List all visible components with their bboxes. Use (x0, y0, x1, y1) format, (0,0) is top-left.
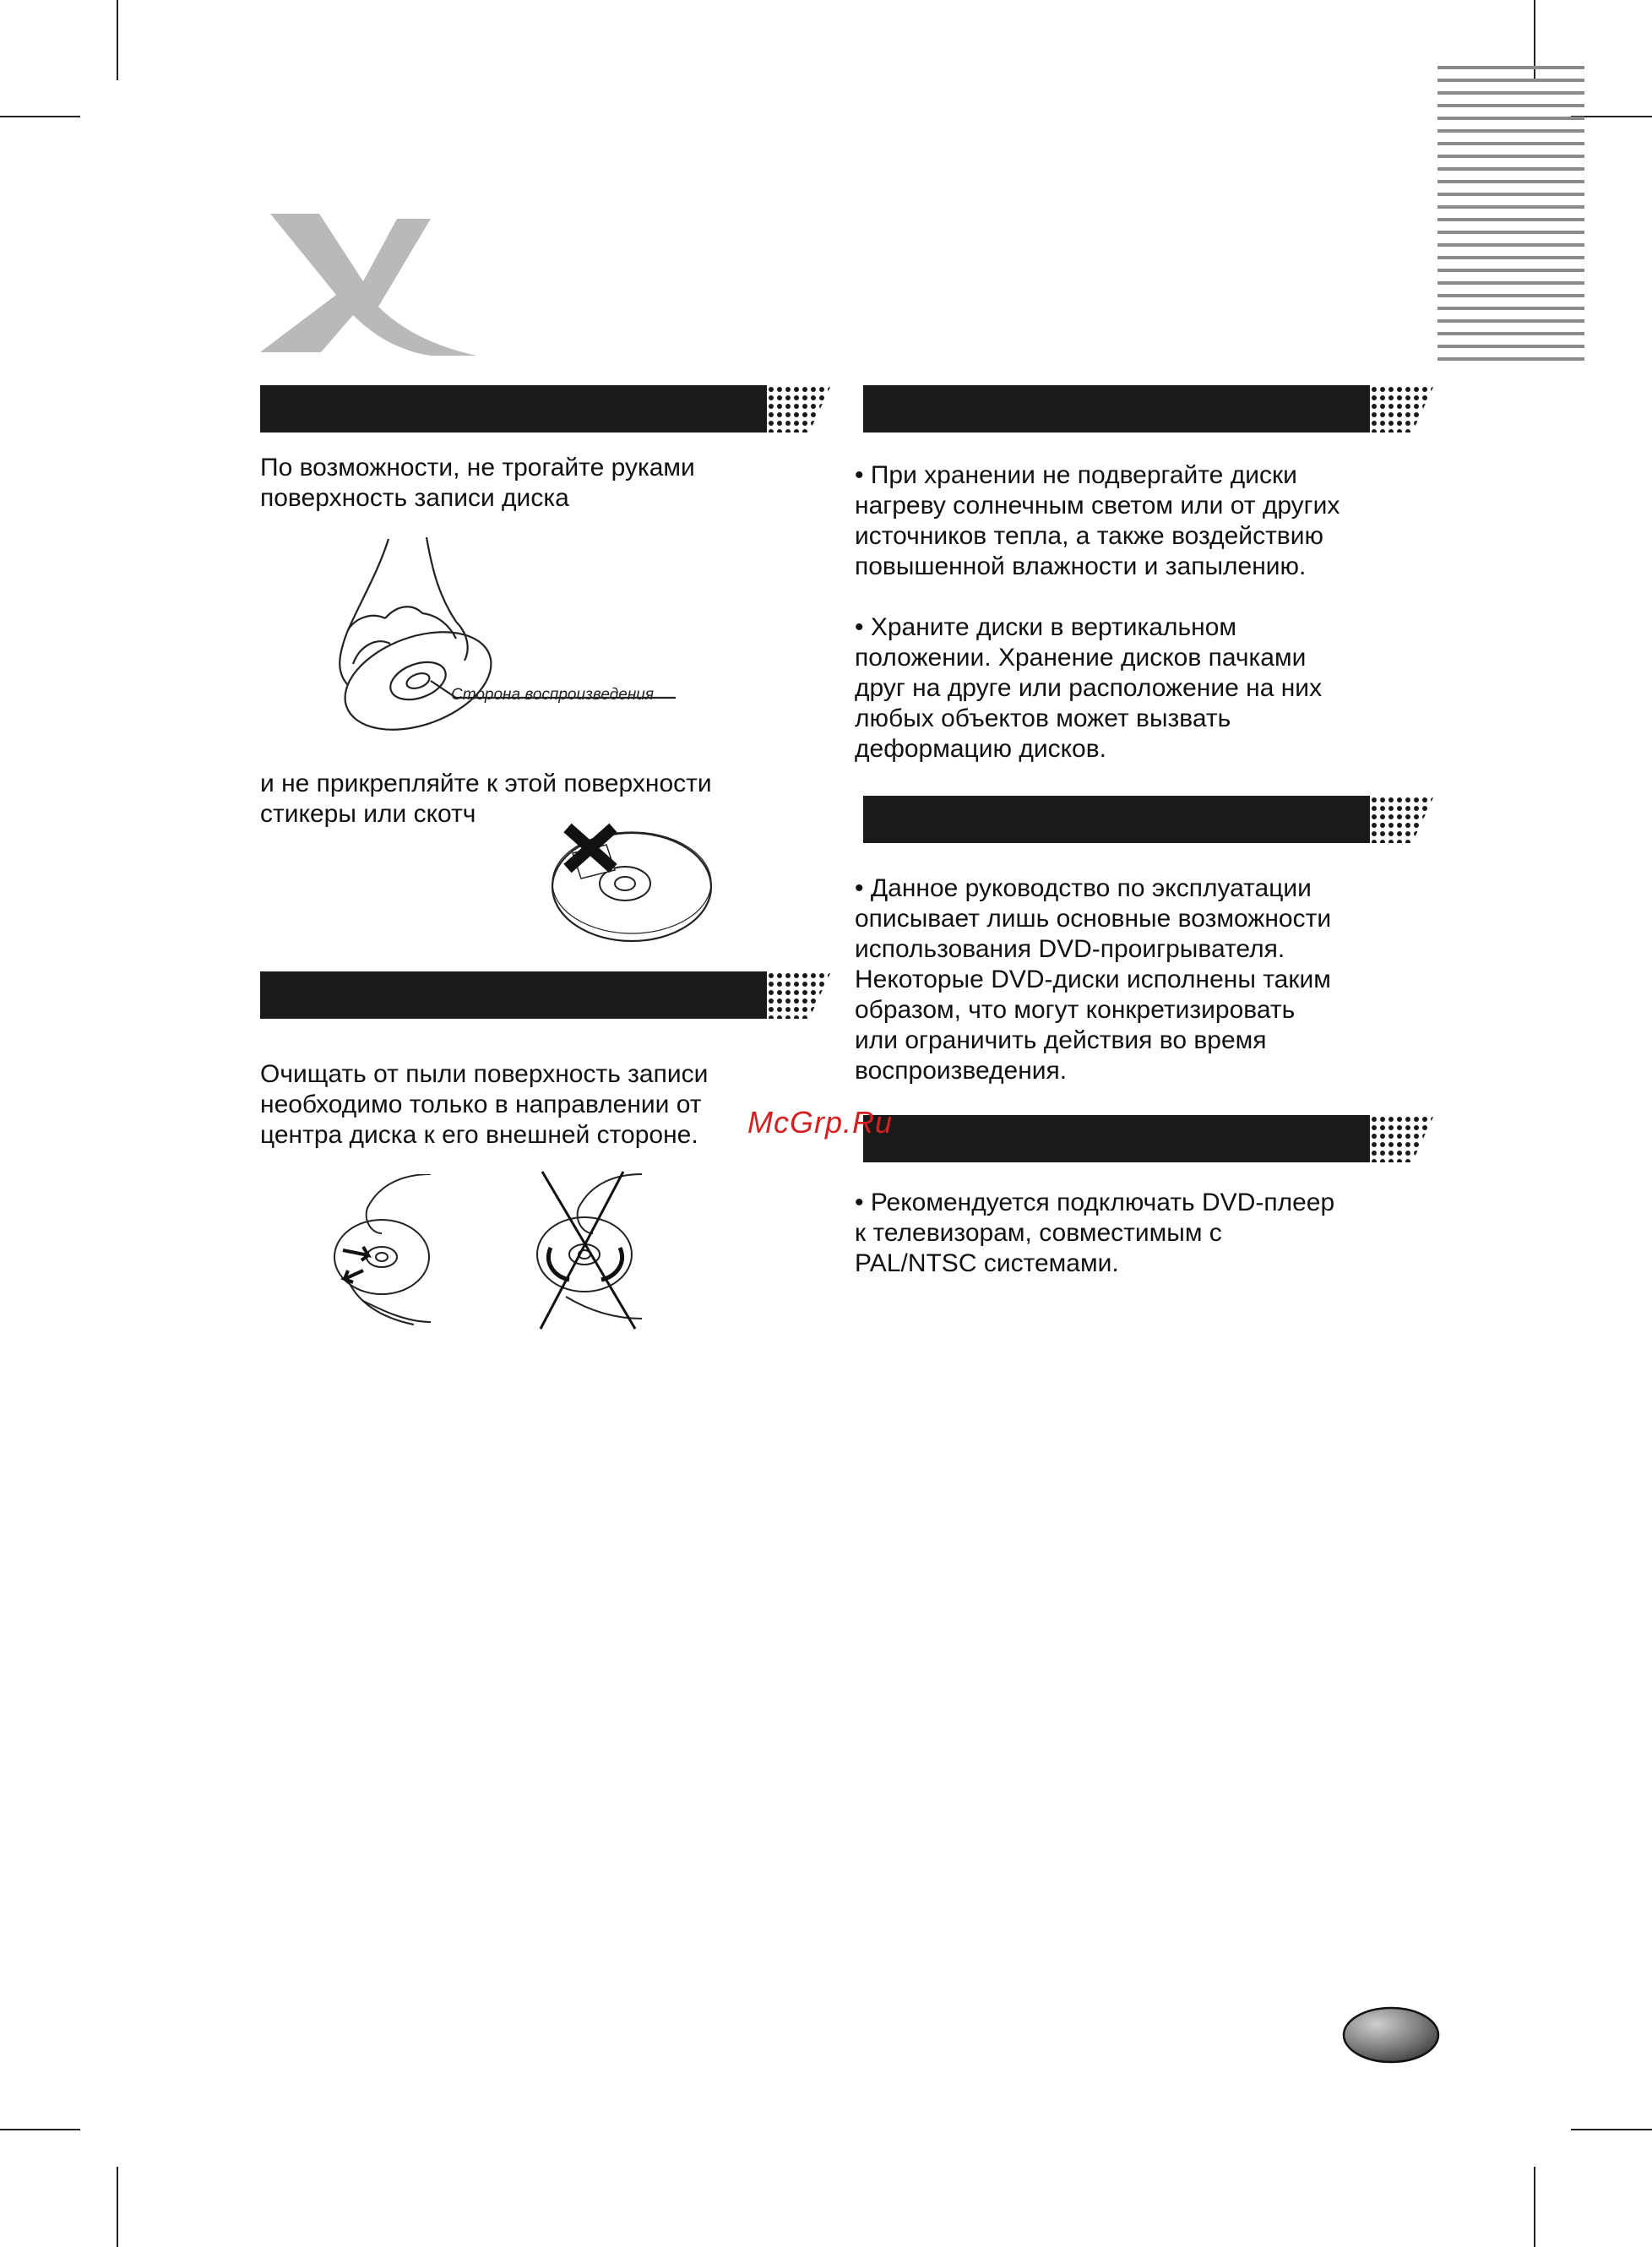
handling-text-2 (260, 769, 801, 830)
crop-mark (0, 116, 80, 117)
manual-line: воспроизведения. (855, 1057, 1068, 1085)
manual-line: использования DVD-проигрывателя. (855, 935, 1285, 963)
tv-line: к телевизорам, совместимым с (855, 1219, 1222, 1247)
section-header-bar (863, 1115, 1434, 1162)
cleaning-line: необходимо только в направлении от (260, 1091, 702, 1118)
crop-mark (1571, 2129, 1652, 2130)
storage-text (855, 460, 1429, 764)
cleaning-line: центра диска к его внешней стороне. (260, 1121, 698, 1149)
manual-text (855, 873, 1429, 1086)
disc-icon (552, 833, 711, 941)
crop-mark (117, 0, 118, 80)
storage-line: положении. Хранение дисков пачками (855, 644, 1307, 672)
crop-mark (0, 2129, 80, 2130)
wrong-cleaning-illustration (532, 1170, 659, 1330)
storage-line: деформацию дисков. (855, 735, 1107, 763)
section-header-bar (863, 385, 1434, 433)
manual-line: • Данное руководство по эксплуатации (855, 874, 1312, 902)
playback-side-caption: Сторона воспроизведения (451, 686, 654, 704)
x-logo-icon (253, 207, 481, 359)
section-header-bar (260, 385, 831, 433)
storage-line: повышенной влажности и запылению. (855, 552, 1307, 580)
handling-line: По возможности, не трогайте руками (260, 454, 695, 482)
tv-line: PAL/NTSC системами. (855, 1249, 1119, 1277)
handling-line: поверхность записи диска (260, 484, 569, 512)
storage-line: • При хранении не подвергайте диски (855, 461, 1297, 489)
crop-mark (117, 2167, 118, 2247)
manual-line: образом, что могут конкретизировать (855, 996, 1296, 1024)
tv-compat-text (855, 1188, 1429, 1279)
tv-line: • Рекомендуется подключать DVD-плеер (855, 1189, 1335, 1216)
cleaning-text (260, 1059, 818, 1151)
cleaning-line: Очищать от пыли поверхность записи (260, 1060, 709, 1088)
edge-tab-stripes (1437, 66, 1584, 362)
handling-line: и не прикрепляйте к этой поверхности (260, 770, 712, 797)
manual-line: описывает лишь основные возможности (855, 905, 1332, 933)
watermark[interactable]: McGrp.Ru (747, 1105, 894, 1140)
storage-line: любых объектов может вызвать (855, 705, 1231, 732)
crop-mark (1534, 2167, 1535, 2247)
section-header-bar (863, 796, 1434, 843)
manual-line: Некоторые DVD-диски исполнены таким (855, 966, 1331, 993)
section-header-bar (260, 971, 831, 1019)
disc-no-sticker-illustration (547, 819, 716, 955)
storage-line: друг на друге или расположение на них (855, 674, 1323, 702)
storage-line: • Храните диски в вертикальном (855, 613, 1237, 641)
manual-line: или ограничить действия во время (855, 1026, 1267, 1054)
handling-text (260, 453, 801, 514)
page-number-badge (1341, 2005, 1441, 2065)
storage-line: источников тепла, а также воздействию (855, 522, 1323, 550)
handling-line: стикеры или скотч (260, 800, 476, 828)
storage-line: нагреву солнечным светом или от других (855, 492, 1340, 520)
correct-cleaning-illustration (329, 1174, 456, 1326)
